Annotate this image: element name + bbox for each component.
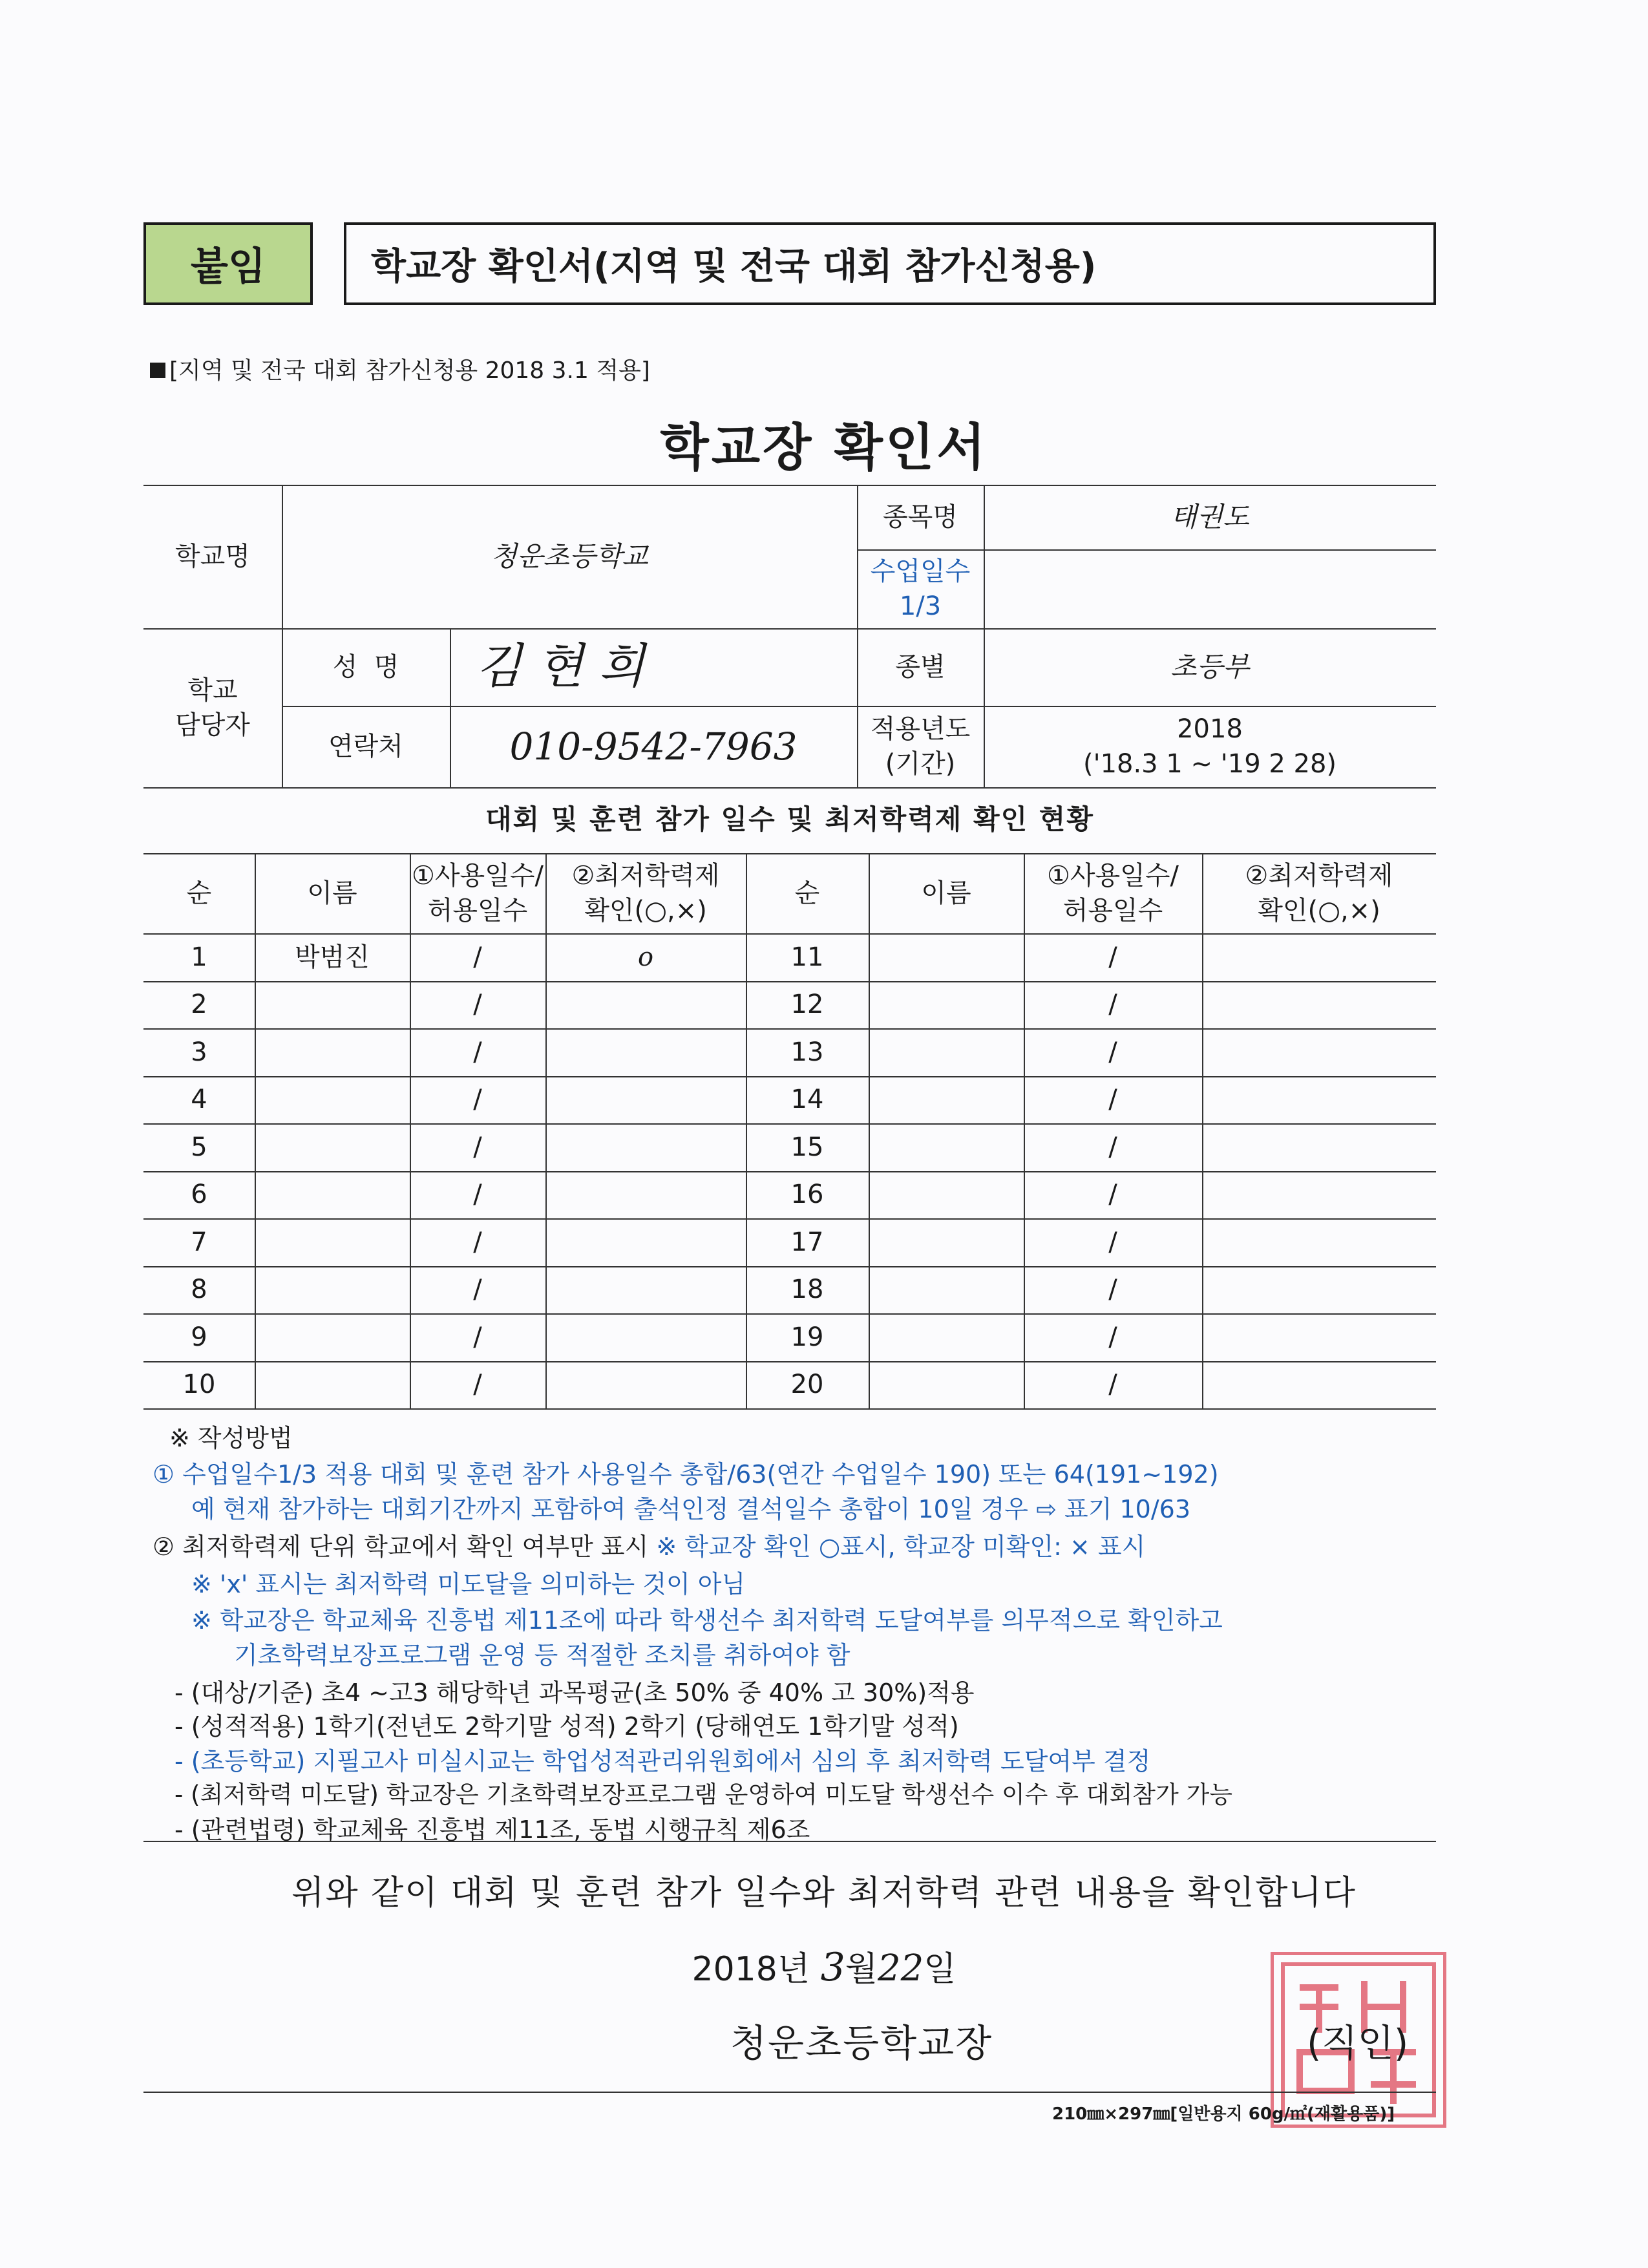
division-value: 초등부 [1170,650,1249,683]
table-cell-name [255,1171,410,1219]
table-cell-used-days-right: / [1108,1322,1117,1352]
table-cell-min-academic-right [1202,1028,1436,1076]
table-cell-min-academic-right [1202,981,1436,1029]
staff-label-line1: 학교 [187,675,238,705]
attachment-label: 붙임 [143,222,313,305]
table-cell-name-right [869,1171,1024,1219]
table-cell-used-days-right: / [1108,1085,1117,1115]
table-cell-min-academic [545,1123,746,1171]
table-cell-no-right: 15 [790,1132,824,1162]
year-value [984,706,1436,787]
table-cell-name-right [869,1028,1024,1076]
table-cell-no-right: 16 [790,1180,824,1210]
table-cell-name [255,1266,410,1314]
table-cell-no-right: 18 [790,1275,824,1305]
table-cell-used-days-right: / [1108,1132,1117,1162]
table-cell-no: 1 [191,942,207,972]
note-4b: 기초학력보장프로그램 운영 등 적절한 조치를 취하여야 함 [234,1641,850,1669]
paper-spec: 210㎜×297㎜[일반용지 60g/㎡(재활용품)] [1052,2104,1395,2124]
name-label: 성 명 [332,652,399,682]
divider [143,2092,1436,2093]
note-1b: 예 현재 참가하는 대회기간까지 포함하여 출석인정 결석일수 총합이 10일 경우 ⇨ 표기 10/63 [191,1495,1191,1523]
event-value: 태권도 [1170,500,1249,533]
table-cell-used-days: / [473,1275,482,1305]
subheading-text: [지역 및 전국 대회 참가신청용 2018 3.1 적용] [169,357,650,384]
participation-table [143,853,1436,1409]
divider [143,1841,1436,1842]
year-value-text: 2018 [1177,714,1243,744]
note-b5: - (관련법령) 학교체육 진흥법 제11조, 동법 시행규칙 제6조 [174,1816,810,1844]
table-cell-name [255,1028,410,1076]
table-cell-used-days: / [473,942,482,972]
header-title: 학교장 확인서(지역 및 전국 대회 참가신청용) [344,222,1436,305]
table-cell-name-right [869,1218,1024,1266]
table-cell-no-right: 12 [790,990,824,1020]
table-header-name-right: 이름 [921,878,971,908]
school-value: 청운초등학교 [491,540,648,572]
year-label [857,706,984,787]
table-cell-name [255,1361,410,1409]
table-cell-name-right [869,981,1024,1029]
note-3: ※ 'x' 표시는 최저학력 미도달을 의미하는 것이 아님 [191,1570,746,1598]
status-title: 대회 및 훈련 참가 일수 및 최저학력제 확인 현황 [485,803,1094,835]
table-cell-no-right: 19 [790,1322,824,1352]
note-1a: ① 수업일수1/3 적용 대회 및 훈련 참가 사용일수 총합/63(연간 수업일수 190) 또는 64(191~192) [153,1460,1219,1489]
note-b3: - (초등학교) 지필고사 미실시교는 학업성적관리위원회에서 심의 후 최저학력 도달여부 결정 [174,1747,1151,1775]
confirm-text: 위와 같이 대회 및 훈련 참가 일수와 최저학력 관련 내용을 확인합니다 [291,1874,1357,1913]
principal-name: 청운초등학교장 [730,2021,993,2065]
table-cell-min-academic-right [1202,1218,1436,1266]
note-b2: - (성적적용) 1학기(전년도 2학기말 성적) 2학기 (당해연도 1학기말 성적) [174,1712,959,1741]
date-day-unit: 일 [924,1950,956,1989]
table-cell-name [255,1218,410,1266]
table-header-min-academic: ②최저학력제 확인(○,×) [571,861,720,926]
table-cell-min-academic [545,1076,746,1124]
table-cell-min-academic-right [1202,1361,1436,1409]
date-month: 3 [820,1945,845,1990]
table-cell-used-days: / [473,990,482,1020]
table-cell-used-days-right: / [1108,1370,1117,1400]
class-days-label [857,549,984,628]
table-cell-name-right [869,1361,1024,1409]
table-cell-used-days: / [473,1370,482,1400]
name-value: 김 현 희 [476,639,645,695]
school-label: 학교명 [175,542,250,571]
table-cell-used-days: / [473,1037,482,1067]
table-cell-used-days-right: / [1108,1180,1117,1210]
table-cell-min-academic-right [1202,1266,1436,1314]
notes-heading: ※ 작성방법 [169,1424,293,1452]
table-cell-min-academic-right [1202,1076,1436,1124]
table-cell-name-right [869,1123,1024,1171]
document-title: 학교장 확인서 [660,419,988,477]
table-cell-name-right [869,1313,1024,1361]
event-label: 종목명 [883,502,958,532]
table-cell-used-days: / [473,1180,482,1210]
table-header-min-academic-right: ②최저학력제 확인(○,×) [1245,861,1393,926]
year-period: ('18.3 1 ~ '19 2 28) [1083,749,1337,779]
table-cell-used-days-right: / [1108,1227,1117,1257]
table-cell-no-right: 17 [790,1227,824,1257]
subheading [150,352,650,385]
table-cell-no: 4 [191,1085,207,1115]
note-b1: - (대상/기준) 초4 ~고3 해당학년 과목평균(초 50% 중 40% 고 30%)적용 [174,1679,975,1707]
table-cell-name-right [869,1076,1024,1124]
table-cell-no-right: 13 [790,1037,824,1067]
table-header-no-right: 순 [794,878,820,908]
table-cell-min-academic [545,1266,746,1314]
note-2 [153,1527,1145,1562]
table-cell-min-academic [545,1218,746,1266]
table-cell-no: 9 [191,1322,207,1352]
table-cell-name [255,1123,410,1171]
table-cell-no: 5 [191,1132,207,1162]
table-cell-used-days-right: / [1108,990,1117,1020]
date-year: 2018년 [692,1950,810,1989]
seal-label: (직인) [1307,2021,1409,2065]
table-header-used-days: ①사용일수/ 허용일수 [412,861,544,926]
table-cell-name-right [869,1266,1024,1314]
table-cell-used-days: / [473,1227,482,1257]
table-cell-name [255,1313,410,1361]
table-cell-no: 10 [182,1370,216,1400]
table-cell-used-days-right: / [1108,942,1117,972]
table-cell-name [255,981,410,1029]
note-4a: ※ 학교장은 학교체육 진흥법 제11조에 따라 학생선수 최저학력 도달여부를 의무적으로 확인하고 [191,1606,1223,1635]
class-days-label-text: 수업일수 [870,556,971,586]
table-cell-no: 6 [191,1180,207,1210]
contact-label: 연락처 [328,732,403,761]
table-cell-min-academic-right [1202,1123,1436,1171]
date-month-unit: 월 [845,1950,878,1989]
year-label-text: 적용년도 [870,714,971,744]
note-2-blue: ※ 학교장 확인 ○표시, 학교장 미확인: × 표시 [656,1532,1146,1561]
date-day: 22 [878,1947,924,1989]
note-b4: - (최저학력 미도달) 학교장은 기초학력보장프로그램 운영하여 미도달 학생선수 이수 후 대회참가 가능 [174,1781,1233,1808]
staff-label [143,628,282,787]
table-header-no: 순 [186,878,212,908]
table-cell-min-academic-right [1202,1313,1436,1361]
table-cell-min-academic-right [1202,933,1436,981]
table-cell-name [255,1076,410,1124]
square-bullet-icon [150,363,165,378]
table-row-divider [143,1408,1436,1410]
table-cell-no-right: 20 [790,1370,824,1400]
table-cell-no: 3 [191,1037,207,1067]
table-cell-min-academic [545,981,746,1029]
table-header-name: 이름 [307,878,357,908]
table-cell-no: 8 [191,1275,207,1305]
table-cell-name: 박범진 [295,942,370,972]
table-cell-no: 7 [191,1227,207,1257]
table-cell-name-right [869,933,1024,981]
table-cell-min-academic: o [637,942,654,972]
table-cell-no-right: 11 [790,942,824,972]
table-cell-min-academic [545,1313,746,1361]
table-cell-min-academic [545,1171,746,1219]
division-label: 종별 [895,652,945,682]
table-cell-used-days-right: / [1108,1275,1117,1305]
table-cell-used-days: / [473,1132,482,1162]
table-cell-min-academic-right [1202,1171,1436,1219]
table-cell-used-days-right: / [1108,1037,1117,1067]
year-label-sub: (기간) [885,749,956,779]
table-cell-no: 2 [191,990,207,1020]
note-2-prefix: ② 최저학력제 단위 학교에서 확인 여부만 표시 [153,1532,649,1561]
class-days-ratio: 1/3 [899,591,942,621]
staff-label-line2: 담당자 [175,710,250,740]
table-header-used-days-right: ①사용일수/ 허용일수 [1047,861,1179,926]
table-cell-used-days: / [473,1085,482,1115]
table-cell-min-academic [545,1028,746,1076]
table-cell-no-right: 14 [790,1085,824,1115]
table-cell-used-days: / [473,1322,482,1352]
contact-value: 010-9542-7963 [509,724,798,768]
table-cell-min-academic [545,1361,746,1409]
